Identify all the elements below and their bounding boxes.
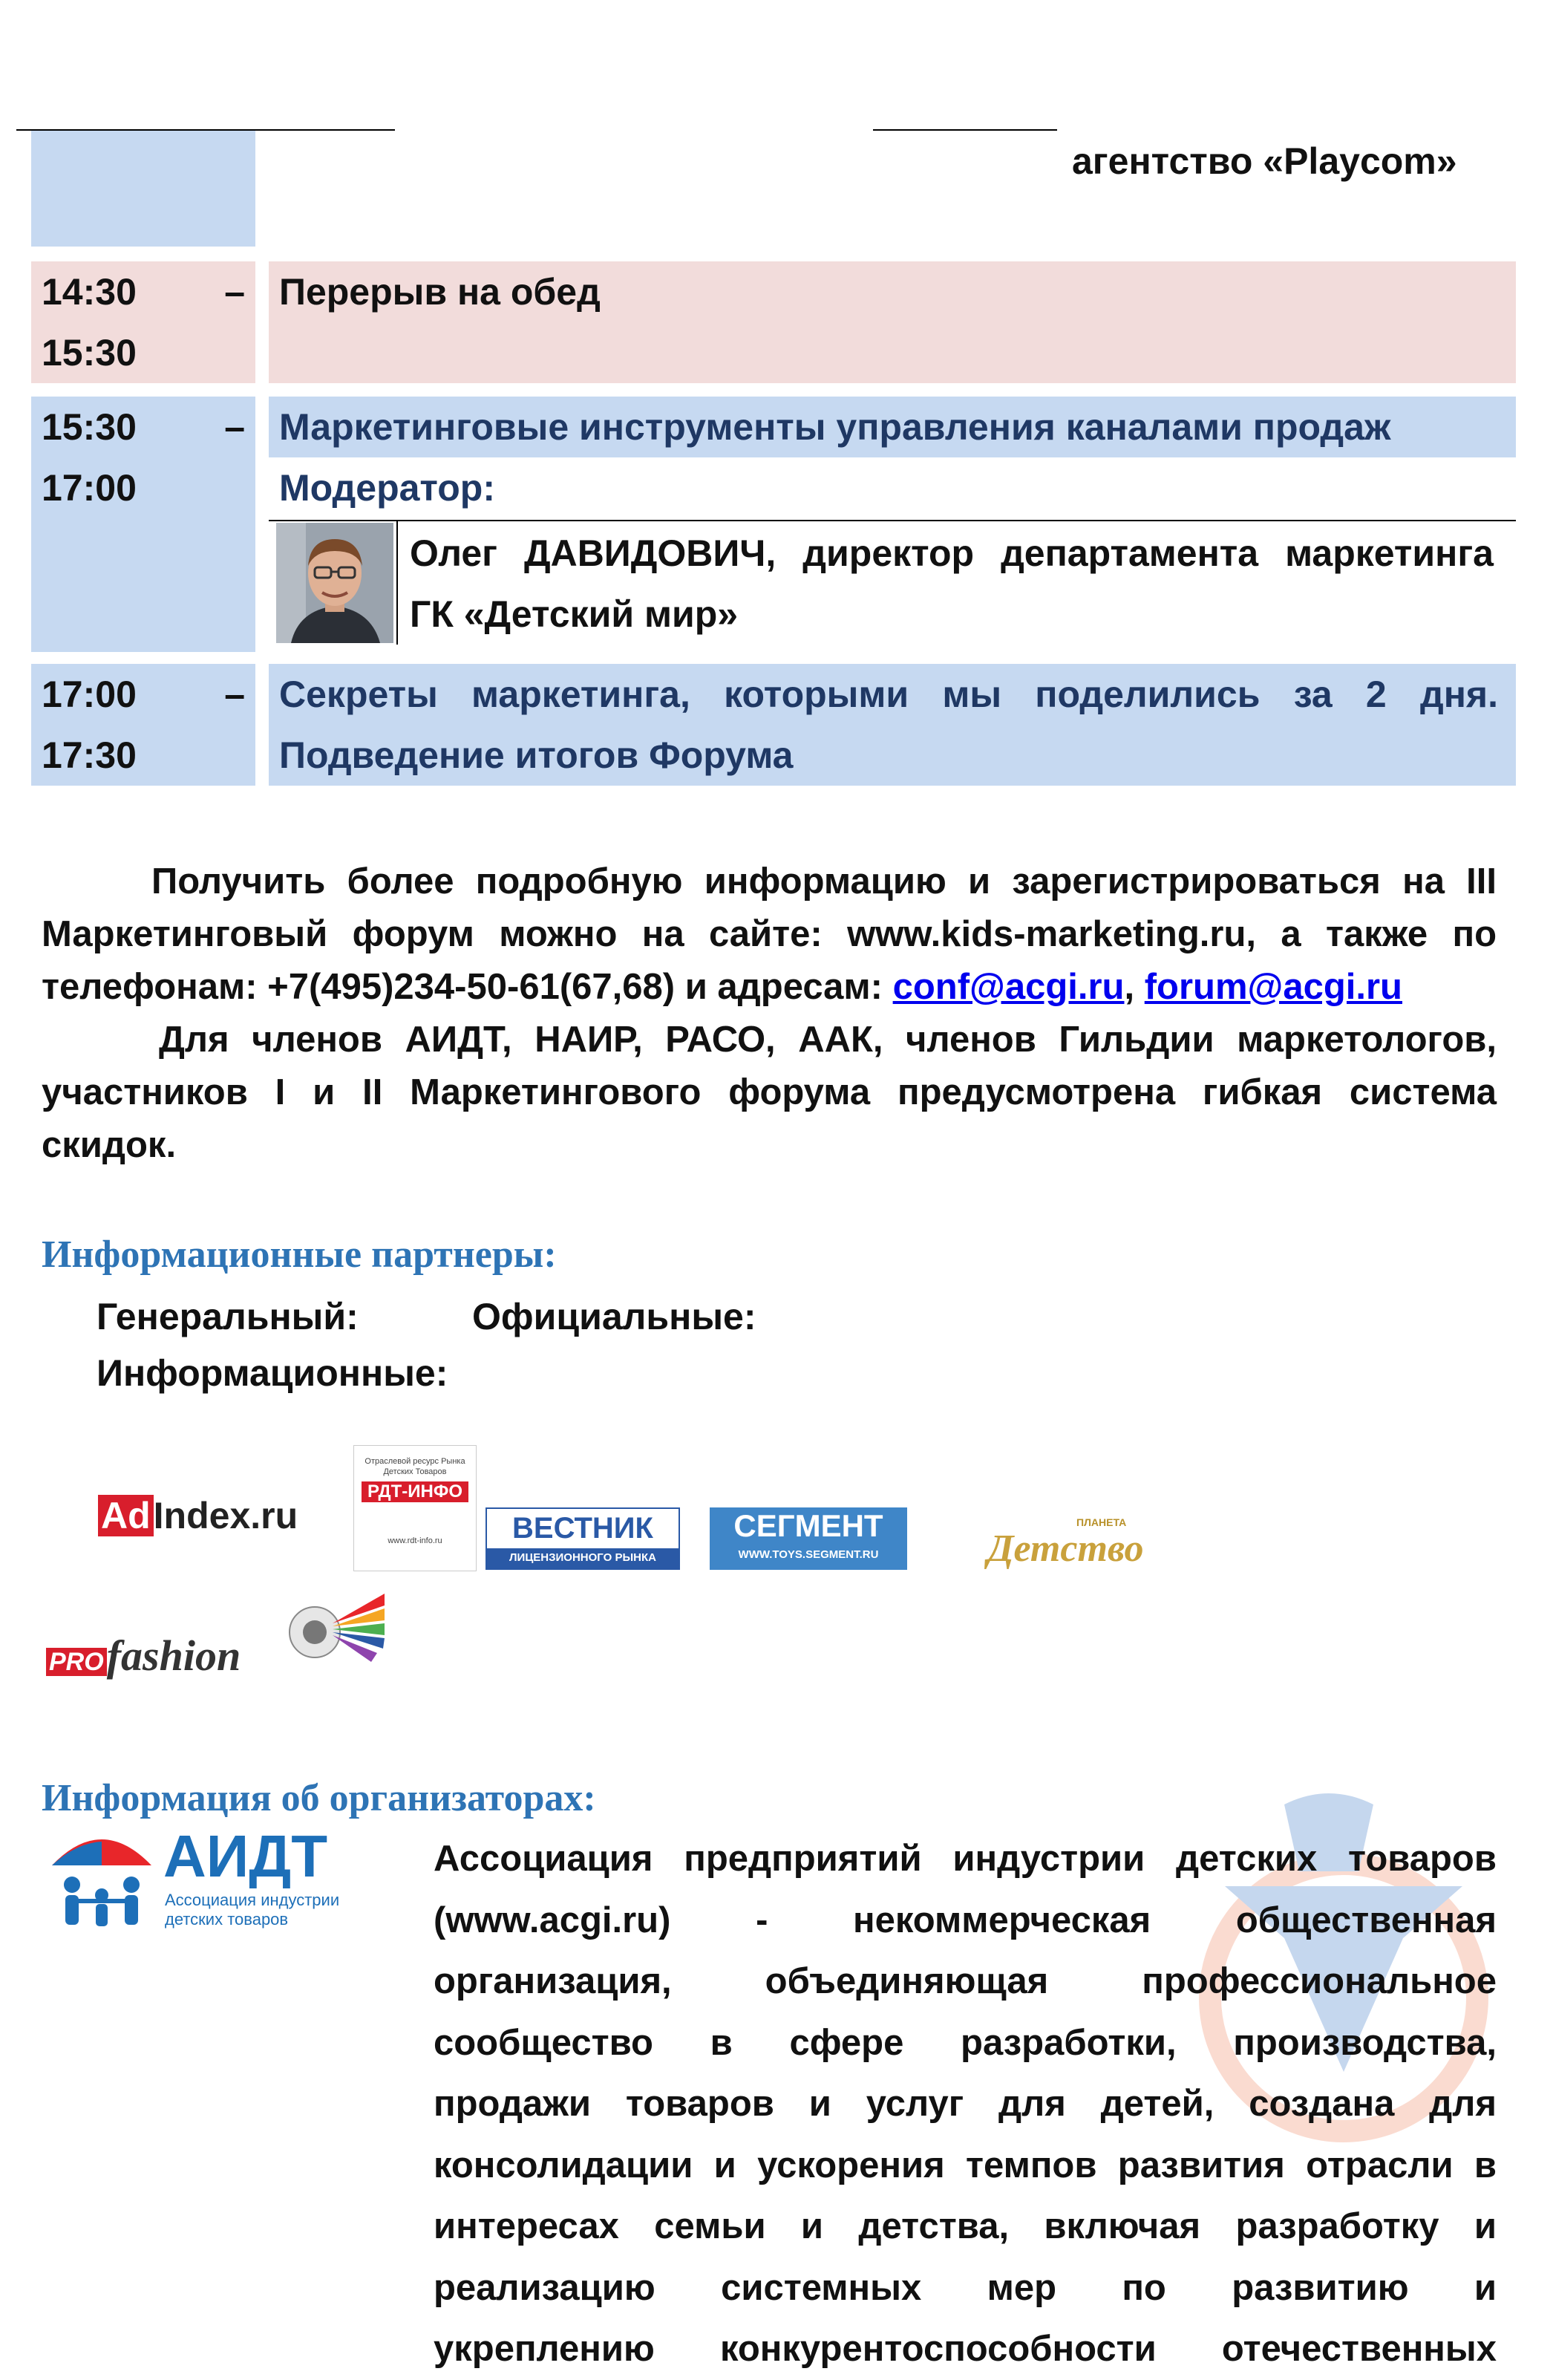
org-line-8: реализацию системных мер по развитию и (434, 2267, 1497, 2308)
profashion-logo: PROfashion (46, 1631, 241, 1680)
partners-heading: Информационные партнеры: (42, 1233, 557, 1276)
speaker-photo (276, 523, 393, 643)
email-conf-link[interactable]: conf@acgi.ru (892, 967, 1125, 1007)
schedule-time-marketing: 15:30 17:00 – (31, 397, 255, 652)
schedule-time-lunch: 14:30 15:30 – (31, 261, 255, 383)
org-line-7: интересах семьи и детства, включая разработку и (434, 2206, 1497, 2246)
photo-divider (396, 521, 398, 645)
org-line-9: укреплению конкурентоспособности отечественных (434, 2329, 1497, 2369)
info-paragraph (42, 855, 1497, 1172)
umbrella-family-icon (46, 1821, 157, 1932)
info-line-2: Маркетинговый форум можно на сайте: www.kids-marketing.ru, а также по (42, 914, 1497, 954)
schedule-title-secrets: Секреты маркетинга, которыми мы поделились за 2 дня. Подведение итогов Форума (269, 664, 1516, 786)
segment-logo: СЕГМЕНТ WWW.TOYS.SEGMENT.RU (710, 1507, 907, 1570)
speaker-line-2: ГК «Детский мир» (410, 593, 739, 635)
org-line-6: консолидации и ускорения темпов развития отрасли в (434, 2145, 1497, 2185)
agency-line: агентство «Playcom» (1072, 140, 1457, 182)
schedule-title-lunch: Перерыв на обед (269, 261, 1516, 383)
org-line-3: организация, объединяющая профессиональное (434, 1961, 1497, 2001)
aidt-logo: АИДТ Ассоциация индустрии детских товаров (46, 1821, 358, 1932)
planeta-detstvo-logo: ПЛАНЕТА Детство (987, 1516, 1144, 1570)
email-forum-link[interactable]: forum@acgi.ru (1144, 967, 1402, 1007)
org-line-1: Ассоциация предприятий индустрии детских товаров (434, 1839, 1497, 1879)
info-line-1: Получить более подробную информацию и зарегистрироваться на III (151, 861, 1497, 902)
speaker-portrait-icon (276, 523, 393, 643)
rdt-info-logo: Отраслевой ресурс Рынка Детских Товаров РДТ-ИНФО www.rdt-info.ru (353, 1445, 477, 1571)
badge-fan-icon (273, 1579, 389, 1671)
info-line-3: телефонам: +7(495)234-50-61(67,68) и адресам: conf@acgi.ru, forum@acgi.ru (42, 967, 1402, 1007)
moderator-label: Модератор: (279, 467, 495, 509)
info-line-6: скидок. (42, 1125, 177, 1165)
org-line-4: сообщество в сфере разработки, производства, (434, 2022, 1497, 2063)
partners-general: Генеральный: (97, 1296, 359, 1337)
organizers-paragraph (434, 1828, 1497, 2380)
info-line-4: Для членов АИДТ, НАИР, РАСО, ААК, членов Гильдии маркетологов, (159, 1020, 1497, 1060)
colorful-badge-logo (273, 1579, 389, 1671)
top-time-cell (31, 131, 255, 247)
partners-official: Официальные: (472, 1296, 756, 1337)
organizers-heading: Информация об организаторах: (42, 1777, 596, 1819)
info-line-5: участников I и II Маркетингового форума предусмотрена гибкая система (42, 1072, 1497, 1112)
org-line-5: продажи товаров и услуг для детей, создана для (434, 2084, 1497, 2124)
partners-informational: Информационные: (97, 1352, 448, 1394)
schedule-time-secrets: 17:00 17:30 – (31, 664, 255, 786)
adindex-logo: AdIndex.ru (98, 1494, 298, 1537)
schedule-title-marketing: Маркетинговые инструменты управления каналами продаж (269, 397, 1516, 457)
top-rule-right (873, 129, 1057, 131)
vestnik-logo: ВЕСТНИК ЛИЦЕНЗИОННОГО РЫНКА (485, 1507, 680, 1570)
speaker-line-1: Олег ДАВИДОВИЧ, директор департамента маркетинга (410, 532, 1494, 574)
org-line-2: (www.acgi.ru) - некоммерческая общественная (434, 1900, 1497, 1940)
moderator-rule (269, 520, 1516, 521)
